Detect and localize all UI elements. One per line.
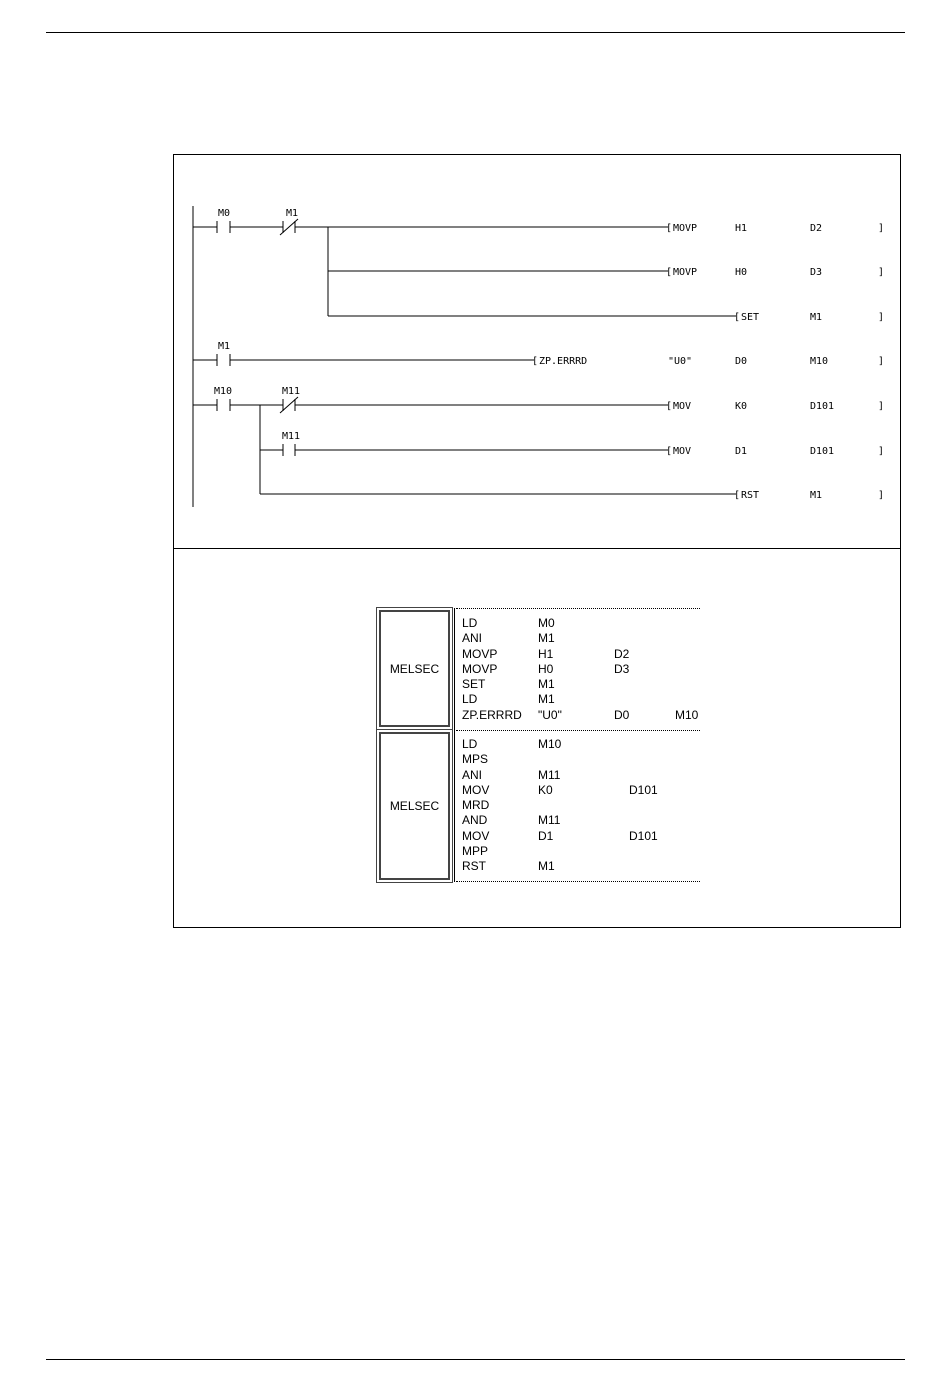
instr-bracket-close: ]	[878, 446, 885, 457]
operand: D1	[735, 446, 748, 457]
il-row: MOVP H1 D2	[462, 646, 630, 661]
il-row: LD M1	[462, 692, 555, 707]
instr-bracket-close: ]	[878, 356, 885, 367]
instr-bracket: [	[532, 356, 539, 367]
il-row: ZP.ERRRD "U0" D0 M10	[462, 707, 699, 722]
instr-bracket-close: ]	[878, 312, 885, 323]
il-row: LD M10	[462, 737, 562, 751]
il-row: MRD	[462, 798, 490, 813]
operand: D2	[810, 223, 823, 234]
il-row: ANI M11	[462, 767, 561, 782]
operand: D101	[810, 401, 835, 412]
il-row: MOV D1 D101	[462, 828, 658, 843]
operand: M1	[810, 312, 823, 323]
operand: H1	[735, 223, 748, 234]
ladder-diagram	[174, 155, 900, 547]
instr: MOVP	[673, 267, 698, 278]
operand: M1	[810, 490, 823, 501]
top-rule	[46, 32, 905, 33]
contact-label: M10	[214, 386, 233, 397]
instr: ZP.ERRRD	[539, 356, 588, 367]
il-row: SET M1	[462, 677, 555, 692]
instr: SET	[741, 312, 760, 323]
instr-bracket-close: ]	[878, 223, 885, 234]
instr-bracket: [	[666, 223, 673, 234]
il-row: MPP	[462, 844, 489, 859]
bottom-rule	[46, 1359, 905, 1360]
contact-label: M11	[282, 431, 301, 442]
il-row: MPS	[462, 752, 489, 767]
instr: MOV	[673, 401, 692, 412]
block-separator	[456, 730, 700, 731]
il-row: AND M11	[462, 813, 561, 828]
il-row: MOVP H0 D3	[462, 661, 630, 676]
block-label: MELSEC	[379, 610, 450, 727]
operand: H0	[735, 267, 748, 278]
instr-bracket-close: ]	[878, 401, 885, 412]
instr-bracket: [	[734, 490, 741, 501]
contact-label: M11	[282, 386, 301, 397]
contact-label: M1	[218, 341, 231, 352]
il-row: MOV K0 D101	[462, 782, 658, 797]
operand: D101	[810, 446, 835, 457]
instr-bracket: [	[734, 312, 741, 323]
il-row: ANI M1	[462, 631, 555, 646]
operand: K0	[735, 401, 748, 412]
instr-bracket: [	[666, 401, 673, 412]
block-separator	[456, 608, 700, 609]
instr: MOV	[673, 446, 692, 457]
instruction-block	[456, 616, 700, 723]
contact-label: M1	[286, 208, 299, 219]
operand: D0	[735, 356, 748, 367]
instr: RST	[741, 490, 760, 501]
il-row: LD M0	[462, 616, 555, 630]
operand: D3	[810, 267, 823, 278]
instruction-block	[456, 737, 700, 875]
operand: M10	[810, 356, 829, 367]
instr-bracket: [	[666, 446, 673, 457]
section-divider	[174, 548, 900, 549]
operand: "U0"	[668, 356, 693, 367]
block-separator	[456, 881, 700, 882]
program-figure	[173, 154, 901, 928]
il-row: RST M1	[462, 859, 555, 874]
contact-label: M0	[218, 208, 231, 219]
instr-bracket-close: ]	[878, 490, 885, 501]
block-label: MELSEC	[379, 732, 450, 880]
block-divider-line	[454, 608, 455, 882]
instr: MOVP	[673, 223, 698, 234]
instr-bracket-close: ]	[878, 267, 885, 278]
instr-bracket: [	[666, 267, 673, 278]
